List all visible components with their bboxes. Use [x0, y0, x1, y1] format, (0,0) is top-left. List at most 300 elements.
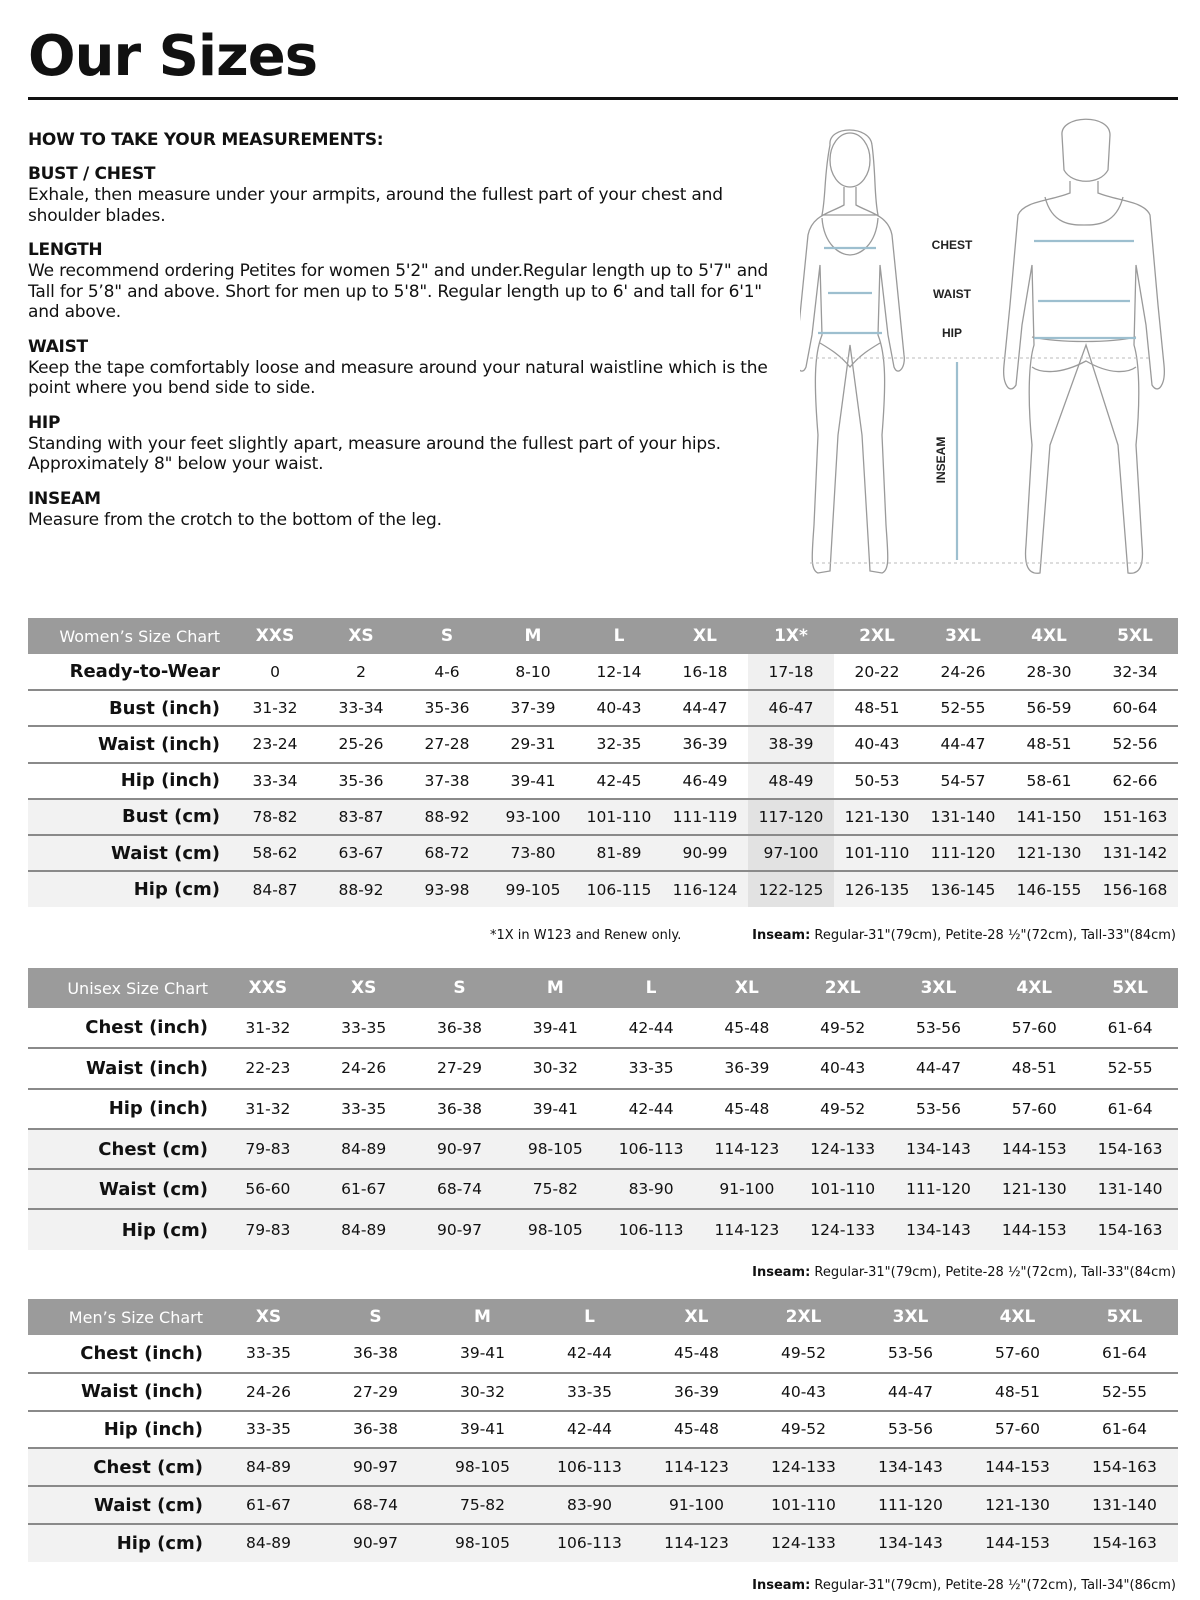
- size-cell: 83-90: [603, 1169, 699, 1209]
- size-cell: 121-130: [834, 799, 920, 835]
- size-cell: 79-83: [220, 1209, 316, 1249]
- header-row: [28, 618, 1178, 654]
- size-cell: 88-92: [404, 799, 490, 835]
- size-cell: 75-82: [507, 1169, 603, 1209]
- body-measurement-figure: [800, 105, 1200, 600]
- size-cell: 84-89: [215, 1448, 322, 1486]
- table-row: [28, 799, 1178, 835]
- size-cell: 29-31: [490, 726, 576, 762]
- size-cell: 46-49: [662, 763, 748, 799]
- size-cell: 53-56: [887, 1344, 934, 1363]
- size-cell: 97-100: [748, 835, 834, 871]
- size-cell: 48-49: [748, 763, 834, 799]
- size-cell: 111-119: [662, 799, 748, 835]
- size-cell: 48-51: [834, 690, 920, 726]
- size-header: M: [507, 968, 603, 1008]
- section-title: HIP: [28, 412, 61, 433]
- size-cell: 40-43: [750, 1373, 857, 1411]
- woman-silhouette: [800, 130, 904, 573]
- row-label: Waist (inch): [28, 1373, 215, 1411]
- table-row: [28, 835, 1178, 871]
- size-header: 2XL: [834, 618, 920, 654]
- size-cell: 141-150: [1006, 799, 1092, 835]
- size-cell: 154-163: [1071, 1448, 1178, 1486]
- size-cell: 99-105: [490, 871, 576, 907]
- size-cell: 36-38: [436, 1018, 483, 1037]
- size-cell: 63-67: [318, 835, 404, 871]
- size-cell: 131-140: [1071, 1486, 1178, 1524]
- guide-section-waist: [28, 337, 788, 399]
- size-cell: 27-29: [322, 1373, 429, 1411]
- title-divider: [28, 97, 1178, 100]
- size-cell: 111-120: [891, 1169, 987, 1209]
- size-cell: 31-32: [245, 1018, 291, 1037]
- size-cell: 37-38: [404, 763, 490, 799]
- size-cell: 36-39: [699, 1048, 795, 1088]
- size-header: XXS: [220, 968, 316, 1008]
- size-cell: 52-55: [1082, 1048, 1178, 1088]
- size-cell: 98-105: [429, 1524, 536, 1562]
- size-cell: 39-41: [490, 763, 576, 799]
- table-row: [28, 690, 1178, 726]
- size-cell: 68-74: [322, 1486, 429, 1524]
- size-cell: 116-124: [662, 871, 748, 907]
- size-cell: 124-133: [750, 1524, 857, 1562]
- size-cell: 124-133: [795, 1209, 891, 1249]
- table-row: [28, 654, 1178, 690]
- section-text: Measure from the crotch to the bottom of the leg.: [28, 509, 442, 530]
- row-label: Hip (cm): [28, 1209, 220, 1249]
- hip-label: HIP: [941, 326, 963, 340]
- size-cell: 20-22: [854, 662, 900, 681]
- size-cell: 52-55: [920, 690, 1006, 726]
- size-cell: 42-44: [566, 1344, 613, 1363]
- section-title: INSEAM: [28, 488, 101, 509]
- waist-label: WAIST: [933, 287, 971, 301]
- row-label: Chest (cm): [28, 1129, 220, 1169]
- size-cell: 101-110: [576, 799, 662, 835]
- size-cell: 93-100: [490, 799, 576, 835]
- size-cell: 39-41: [507, 1089, 603, 1129]
- size-cell: 98-105: [507, 1129, 603, 1169]
- table-row: [28, 763, 1178, 799]
- size-cell: 36-39: [643, 1373, 750, 1411]
- size-cell: 30-32: [429, 1373, 536, 1411]
- size-cell: 52-55: [1071, 1373, 1178, 1411]
- table-row: [28, 1129, 1178, 1169]
- guide-section-inseam: [28, 489, 788, 531]
- guide-section-bust: [28, 164, 788, 226]
- women-footnote: *1X in W123 and Renew only.: [490, 928, 682, 943]
- table-row: [28, 1089, 1178, 1129]
- size-cell: 56-59: [1006, 690, 1092, 726]
- table-row: [28, 1048, 1178, 1088]
- size-header: XL: [643, 1299, 750, 1335]
- size-header: L: [603, 968, 699, 1008]
- row-label: Hip (cm): [28, 871, 232, 907]
- size-cell: 106-113: [536, 1448, 643, 1486]
- size-cell: 79-83: [220, 1129, 316, 1169]
- size-header: 3XL: [891, 968, 987, 1008]
- size-cell: 124-133: [795, 1129, 891, 1169]
- size-cell: 136-145: [920, 871, 1006, 907]
- size-cell: 53-56: [915, 1018, 961, 1037]
- size-cell: 56-60: [220, 1169, 316, 1209]
- size-cell: 61-64: [1082, 1089, 1178, 1129]
- size-cell: 98-105: [429, 1448, 536, 1486]
- size-cell: 48-51: [1006, 726, 1092, 762]
- size-cell: 88-92: [318, 871, 404, 907]
- guide-section-length: [28, 240, 788, 323]
- inseam-label: INSEAM: [934, 436, 948, 484]
- size-cell: 39-41: [459, 1344, 506, 1363]
- section-title: LENGTH: [28, 240, 103, 260]
- size-cell: 35-36: [318, 763, 404, 799]
- size-cell: 44-47: [891, 1048, 987, 1088]
- size-cell: 46-47: [748, 690, 834, 726]
- row-label: Bust (cm): [28, 799, 232, 835]
- size-cell: 42-44: [536, 1411, 643, 1449]
- size-cell: 106-113: [603, 1209, 699, 1249]
- size-cell: 24-26: [940, 662, 986, 681]
- size-cell: 30-32: [507, 1048, 603, 1088]
- table-row: [28, 1008, 1178, 1048]
- inseam-note-label: Inseam:: [752, 1578, 811, 1593]
- size-cell: 33-34: [318, 690, 404, 726]
- size-cell: 48-51: [986, 1048, 1082, 1088]
- size-header: S: [404, 618, 490, 654]
- size-cell: 53-56: [891, 1089, 987, 1129]
- size-cell: 84-89: [316, 1129, 412, 1169]
- size-header: 5XL: [1082, 968, 1178, 1008]
- size-cell: 48-51: [964, 1373, 1071, 1411]
- row-label: Hip (inch): [28, 1089, 220, 1129]
- size-cell: 37-39: [490, 690, 576, 726]
- size-cell: 31-32: [232, 690, 318, 726]
- size-cell: 154-163: [1082, 1129, 1178, 1169]
- size-cell: 83-90: [536, 1486, 643, 1524]
- size-cell: 144-153: [964, 1448, 1071, 1486]
- size-header: XS: [318, 618, 404, 654]
- women-inseam-note: [752, 928, 1176, 943]
- size-cell: 98-105: [507, 1209, 603, 1249]
- size-cell: 24-26: [215, 1373, 322, 1411]
- size-cell: 101-110: [834, 835, 920, 871]
- size-header: XS: [215, 1299, 322, 1335]
- size-cell: 36-39: [662, 726, 748, 762]
- size-cell: 49-52: [820, 1018, 866, 1037]
- size-cell: 33-35: [316, 1089, 412, 1129]
- size-cell: 134-143: [857, 1448, 964, 1486]
- size-header: 3XL: [857, 1299, 964, 1335]
- size-cell: 27-29: [412, 1048, 508, 1088]
- size-header: 4XL: [1006, 618, 1092, 654]
- size-cell: 45-48: [673, 1344, 720, 1363]
- size-header: XS: [316, 968, 412, 1008]
- size-cell: 39-41: [429, 1411, 536, 1449]
- row-label: Waist (inch): [28, 726, 232, 762]
- size-cell: 57-60: [994, 1344, 1041, 1363]
- size-cell: 33-35: [245, 1344, 292, 1363]
- size-cell: 27-28: [404, 726, 490, 762]
- size-cell: 61-64: [1071, 1411, 1178, 1449]
- size-cell: 106-113: [536, 1524, 643, 1562]
- row-label: Waist (cm): [28, 1486, 215, 1524]
- header-row: [28, 1299, 1178, 1335]
- size-cell: 57-60: [986, 1089, 1082, 1129]
- size-cell: 68-72: [404, 835, 490, 871]
- size-cell: 35-36: [404, 690, 490, 726]
- row-label: Hip (cm): [28, 1524, 215, 1562]
- size-cell: 53-56: [857, 1411, 964, 1449]
- size-cell: 57-60: [964, 1411, 1071, 1449]
- size-cell: 84-89: [316, 1209, 412, 1249]
- size-cell: 28-30: [1026, 662, 1072, 681]
- size-cell: 144-153: [964, 1524, 1071, 1562]
- section-title: WAIST: [28, 336, 88, 357]
- size-cell: 62-66: [1092, 763, 1178, 799]
- guide-section-hip: [28, 413, 788, 475]
- page-title: Our Sizes: [28, 24, 318, 89]
- size-cell: 78-82: [232, 799, 318, 835]
- row-label: Ready-to-Wear: [69, 661, 220, 683]
- size-cell: 16-18: [682, 662, 728, 681]
- table-row: [28, 1486, 1178, 1524]
- size-cell: 0: [270, 662, 280, 681]
- size-cell: 61-64: [1107, 1018, 1153, 1037]
- size-cell: 36-38: [322, 1411, 429, 1449]
- size-cell: 90-97: [412, 1129, 508, 1169]
- size-cell: 91-100: [643, 1486, 750, 1524]
- size-cell: 81-89: [576, 835, 662, 871]
- section-text: Exhale, then measure under your armpits, around the fullest part of your chest and shoulder blades.: [28, 185, 723, 226]
- size-cell: 32-34: [1112, 662, 1158, 681]
- size-cell: 91-100: [699, 1169, 795, 1209]
- size-cell: 84-89: [215, 1524, 322, 1562]
- men-inseam-note: [752, 1578, 1176, 1593]
- size-cell: 40-43: [795, 1048, 891, 1088]
- size-header: XL: [662, 618, 748, 654]
- size-header: 5XL: [1071, 1299, 1178, 1335]
- table-row: [28, 1524, 1178, 1562]
- size-cell: 24-26: [316, 1048, 412, 1088]
- size-cell: 17-18: [748, 654, 834, 690]
- size-cell: 90-97: [322, 1448, 429, 1486]
- section-text: Keep the tape comfortably loose and measure around your natural waistline which is the point where you bend side to side.: [28, 357, 768, 398]
- size-cell: 45-48: [699, 1089, 795, 1129]
- women-size-chart: [28, 618, 1178, 907]
- size-cell: 124-133: [750, 1448, 857, 1486]
- size-cell: 122-125: [748, 871, 834, 907]
- table-row: [28, 726, 1178, 762]
- size-cell: 4-6: [434, 662, 460, 681]
- section-text: We recommend ordering Petites for women 5'2" and under.Regular length up to 5'7" and Tall for 5’8" and above. Short for men up to 5'8". Regular length up to 6' and tall for 6'1" and above.: [28, 261, 769, 322]
- size-cell: 44-47: [857, 1373, 964, 1411]
- size-cell: 58-61: [1006, 763, 1092, 799]
- size-cell: 36-38: [412, 1089, 508, 1129]
- size-cell: 31-32: [220, 1089, 316, 1129]
- man-silhouette: [1004, 119, 1165, 573]
- size-cell: 154-163: [1071, 1524, 1178, 1562]
- size-cell: 134-143: [891, 1209, 987, 1249]
- size-cell: 60-64: [1092, 690, 1178, 726]
- size-header: 1X*: [748, 618, 834, 654]
- table-row: [28, 1209, 1178, 1249]
- table-row: [28, 871, 1178, 907]
- size-cell: 38-39: [748, 726, 834, 762]
- size-cell: 22-23: [220, 1048, 316, 1088]
- unisex-inseam-note: [752, 1265, 1176, 1280]
- size-cell: 121-130: [986, 1169, 1082, 1209]
- size-cell: 75-82: [429, 1486, 536, 1524]
- size-cell: 154-163: [1082, 1209, 1178, 1249]
- size-cell: 49-52: [795, 1089, 891, 1129]
- chest-label: CHEST: [931, 238, 973, 252]
- size-cell: 144-153: [986, 1209, 1082, 1249]
- size-header: 2XL: [795, 968, 891, 1008]
- inseam-note-text: Regular-31"(79cm), Petite-28 ½"(72cm), Tall-34"(86cm): [810, 1578, 1176, 1593]
- size-cell: 156-168: [1092, 871, 1178, 907]
- size-cell: 36-38: [352, 1344, 399, 1363]
- measurement-guide: [28, 130, 788, 544]
- size-cell: 134-143: [891, 1129, 987, 1169]
- size-cell: 90-97: [322, 1524, 429, 1562]
- size-cell: 84-87: [232, 871, 318, 907]
- table-row: [28, 1373, 1178, 1411]
- size-cell: 49-52: [750, 1411, 857, 1449]
- row-label: Hip (inch): [28, 1411, 215, 1449]
- chart-caption: Women’s Size Chart: [28, 618, 232, 654]
- size-header: S: [322, 1299, 429, 1335]
- chart-caption: Men’s Size Chart: [28, 1299, 215, 1335]
- table-row: [28, 1411, 1178, 1449]
- size-header: 2XL: [750, 1299, 857, 1335]
- size-cell: 117-120: [748, 799, 834, 835]
- size-cell: 40-43: [834, 726, 920, 762]
- size-cell: 40-43: [576, 690, 662, 726]
- size-header: XL: [699, 968, 795, 1008]
- size-cell: 151-163: [1092, 799, 1178, 835]
- chart-caption: Unisex Size Chart: [28, 968, 220, 1008]
- size-cell: 106-115: [576, 871, 662, 907]
- unisex-size-chart: [28, 968, 1178, 1250]
- guide-heading: HOW TO TAKE YOUR MEASUREMENTS:: [28, 130, 384, 150]
- size-cell: 114-123: [643, 1448, 750, 1486]
- size-header: XXS: [232, 618, 318, 654]
- size-cell: 101-110: [795, 1169, 891, 1209]
- size-header: 5XL: [1092, 618, 1178, 654]
- row-label: Chest (cm): [28, 1448, 215, 1486]
- size-cell: 33-35: [341, 1018, 387, 1037]
- size-cell: 144-153: [986, 1129, 1082, 1169]
- size-cell: 83-87: [318, 799, 404, 835]
- size-cell: 44-47: [662, 690, 748, 726]
- size-cell: 23-24: [232, 726, 318, 762]
- size-header: 4XL: [964, 1299, 1071, 1335]
- size-cell: 57-60: [1011, 1018, 1057, 1037]
- size-header: 4XL: [986, 968, 1082, 1008]
- row-label: Chest (inch): [80, 1342, 203, 1364]
- size-cell: 114-123: [699, 1129, 795, 1169]
- size-header: L: [576, 618, 662, 654]
- size-cell: 33-34: [232, 763, 318, 799]
- size-header: M: [490, 618, 576, 654]
- size-cell: 121-130: [964, 1486, 1071, 1524]
- size-header: L: [536, 1299, 643, 1335]
- size-cell: 131-142: [1092, 835, 1178, 871]
- size-cell: 44-47: [920, 726, 1006, 762]
- size-cell: 58-62: [232, 835, 318, 871]
- size-cell: 42-44: [628, 1018, 674, 1037]
- inseam-note-text: Regular-31"(79cm), Petite-28 ½"(72cm), Tall-33"(84cm): [810, 1265, 1176, 1280]
- size-cell: 45-48: [724, 1018, 770, 1037]
- size-header: M: [429, 1299, 536, 1335]
- size-cell: 39-41: [532, 1018, 578, 1037]
- section-text: Standing with your feet slightly apart, measure around the fullest part of your hips. Approximately 8" below your waist.: [28, 433, 721, 474]
- inseam-note-label: Inseam:: [752, 1265, 811, 1280]
- size-cell: 61-67: [316, 1169, 412, 1209]
- row-label: Hip (inch): [28, 763, 232, 799]
- size-cell: 54-57: [920, 763, 1006, 799]
- size-cell: 49-52: [780, 1344, 827, 1363]
- inseam-note-label: Inseam:: [752, 928, 811, 943]
- size-cell: 111-120: [920, 835, 1006, 871]
- row-label: Waist (cm): [28, 1169, 220, 1209]
- row-label: Waist (cm): [28, 835, 232, 871]
- table-row: [28, 1448, 1178, 1486]
- size-cell: 131-140: [1082, 1169, 1178, 1209]
- size-cell: 33-35: [603, 1048, 699, 1088]
- size-cell: 114-123: [643, 1524, 750, 1562]
- size-cell: 90-99: [662, 835, 748, 871]
- size-cell: 32-35: [576, 726, 662, 762]
- size-header: S: [412, 968, 508, 1008]
- size-cell: 61-64: [1101, 1344, 1148, 1363]
- size-cell: 42-44: [603, 1089, 699, 1129]
- size-header: 3XL: [920, 618, 1006, 654]
- size-cell: 93-98: [404, 871, 490, 907]
- size-cell: 134-143: [857, 1524, 964, 1562]
- size-cell: 114-123: [699, 1209, 795, 1249]
- size-cell: 68-74: [412, 1169, 508, 1209]
- size-cell: 146-155: [1006, 871, 1092, 907]
- size-cell: 2: [356, 662, 366, 681]
- section-title: BUST / CHEST: [28, 164, 156, 184]
- table-row: [28, 1169, 1178, 1209]
- size-cell: 33-35: [215, 1411, 322, 1449]
- size-cell: 25-26: [318, 726, 404, 762]
- size-cell: 126-135: [834, 871, 920, 907]
- size-cell: 45-48: [643, 1411, 750, 1449]
- table-row: [28, 1335, 1178, 1373]
- size-cell: 42-45: [576, 763, 662, 799]
- size-cell: 90-97: [412, 1209, 508, 1249]
- row-label: Chest (inch): [85, 1017, 208, 1039]
- size-cell: 131-140: [920, 799, 1006, 835]
- header-row: [28, 968, 1178, 1008]
- size-cell: 52-56: [1092, 726, 1178, 762]
- size-cell: 33-35: [536, 1373, 643, 1411]
- row-label: Bust (inch): [28, 690, 232, 726]
- size-cell: 8-10: [515, 662, 551, 681]
- row-label: Waist (inch): [28, 1048, 220, 1088]
- men-size-chart: [28, 1299, 1178, 1562]
- size-cell: 73-80: [490, 835, 576, 871]
- size-cell: 50-53: [834, 763, 920, 799]
- size-cell: 12-14: [596, 662, 642, 681]
- size-cell: 121-130: [1006, 835, 1092, 871]
- size-cell: 106-113: [603, 1129, 699, 1169]
